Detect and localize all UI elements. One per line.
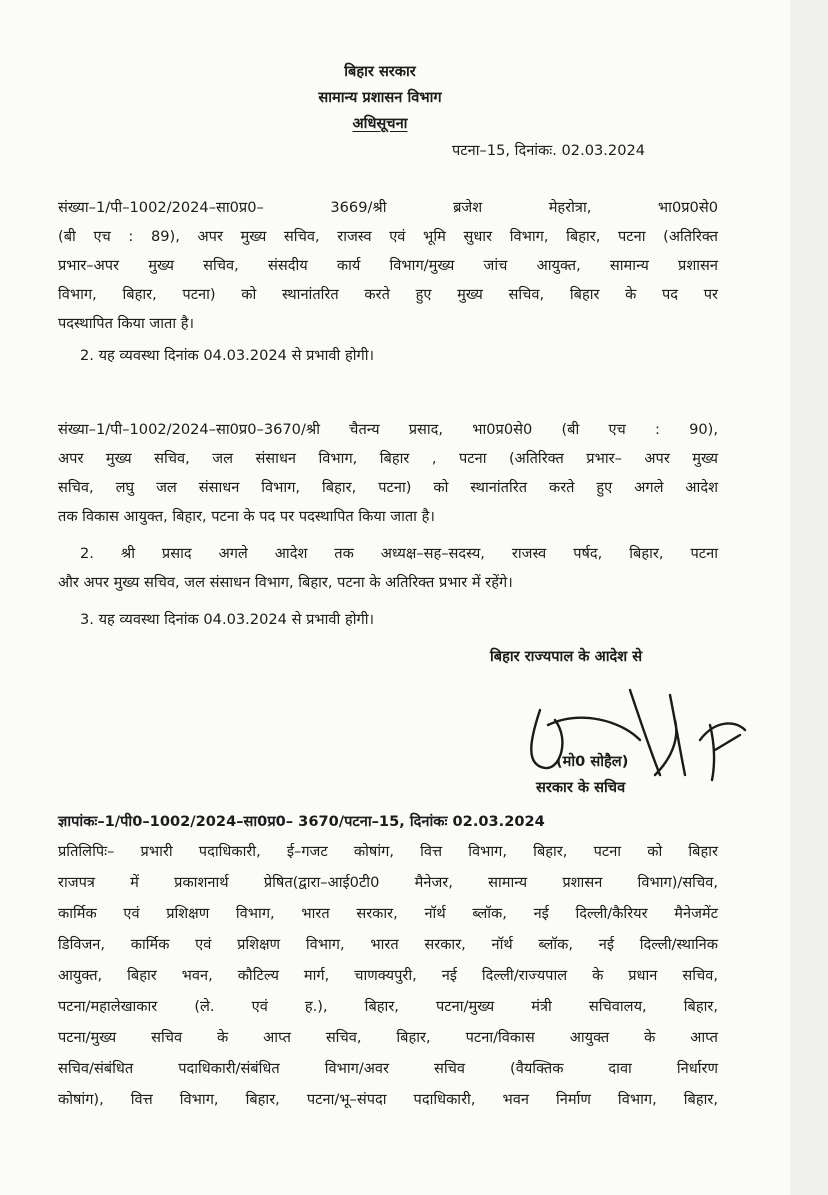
order-1-line: (बी एच : 89), अपर मुख्य सचिव, राजस्व एवं भूमि सुधार विभाग, बिहार, पटना (अतिरिक्त — [58, 228, 718, 245]
order-1-line: विभाग, बिहार, पटना) को स्थानांतरित करते हुए मुख्य सचिव, बिहार के पद पर — [58, 286, 718, 303]
order-1-line: संख्या–1/पी–1002/2024–सा0प्र0– 3669/श्री ब्रजेश मेहरोत्रा, भा0प्र0से0 — [58, 199, 718, 216]
copy-line: आयुक्त, बिहार भवन, कौटिल्य मार्ग, चाणक्यपुरी, नई दिल्ली/राज्यपाल के प्रधान सचिव, — [58, 967, 718, 984]
signatory-name: (मो0 सोहैल) — [556, 753, 629, 770]
order-2-line: अपर मुख्य सचिव, जल संसाधन विभाग, बिहार , पटना (अतिरिक्त प्रभार– अपर मुख्य — [58, 450, 718, 467]
copy-line: डिविजन, कार्मिक एवं प्रशिक्षण विभाग, भारत सरकार, नॉर्थ ब्लॉक, नई दिल्ली/स्थानिक — [58, 936, 718, 953]
order-2-line: संख्या–1/पी–1002/2024–सा0प्र0–3670/श्री चैतन्य प्रसाद, भा0प्र0से0 (बी एच : 90), — [58, 421, 718, 438]
copy-line: पटना/मुख्य सचिव के आप्त सचिव, बिहार, पटना/विकास आयुक्त के आप्त — [58, 1029, 718, 1046]
order-2-line: सचिव, लघु जल संसाधन विभाग, बिहार, पटना) को स्थानांतरित करते हुए अगले आदेश — [58, 479, 718, 496]
copy-line: राजपत्र में प्रकाशनार्थ प्रेषित(द्वारा–आई0टी0 मैनेजर, सामान्य प्रशासन विभाग)/सचिव, — [58, 874, 718, 891]
government-title: बिहार सरकार — [344, 63, 416, 80]
place-date: पटना–15, दिनांकः. 02.03.2024 — [452, 142, 646, 159]
copy-line: कार्मिक एवं प्रशिक्षण विभाग, भारत सरकार, नॉर्थ ब्लॉक, नई दिल्ली/कैरियर मैनेजमेंट — [58, 905, 718, 922]
copy-line: पटना/महालेखाकार (ले. एवं ह.), बिहार, पटना/मुख्य मंत्री सचिवालय, बिहार, — [58, 998, 718, 1015]
copy-line: सचिव/संबंधित पदाधिकारी/संबंधित विभाग/अवर सचिव (वैयक्तिक दावा निर्धारण — [58, 1060, 718, 1077]
order-2-charge-para: और अपर मुख्य सचिव, जल संसाधन विभाग, बिहार, पटना के अतिरिक्त प्रभार में रहेंगे। — [58, 574, 513, 591]
handwritten-signature — [500, 680, 760, 790]
notification-heading: अधिसूचना — [352, 115, 408, 132]
copy-line: प्रतिलिपिः– प्रभारी पदाधिकारी, ई–गजट कोषांग, वित्त विभाग, बिहार, पटना को बिहार — [58, 843, 718, 860]
page-edge — [790, 0, 828, 1195]
order-1-effective-para: 2. यह व्यवस्था दिनांक 04.03.2024 से प्रभावी होगी। — [80, 347, 375, 364]
signatory-designation: सरकार के सचिव — [536, 779, 626, 796]
memo-number: ज्ञापांकः–1/पी0–1002/2024–सा0प्र0– 3670/पटना–15, दिनांकः 02.03.2024 — [58, 813, 545, 830]
governor-order-line: बिहार राज्यपाल के आदेश से — [490, 648, 643, 665]
order-2-line: तक विकास आयुक्त, बिहार, पटना के पद पर पदस्थापित किया जाता है। — [58, 508, 435, 525]
department-title: सामान्य प्रशासन विभाग — [318, 89, 442, 106]
copy-line: कोषांग), वित्त विभाग, बिहार, पटना/भू–संपदा पदाधिकारी, भवन निर्माण विभाग, बिहार, — [58, 1091, 718, 1108]
order-1-line: पदस्थापित किया जाता है। — [58, 315, 195, 332]
order-1-line: प्रभार–अपर मुख्य सचिव, संसदीय कार्य विभाग/मुख्य जांच आयुक्त, सामान्य प्रशासन — [58, 257, 718, 274]
order-2-effective-para: 3. यह व्यवस्था दिनांक 04.03.2024 से प्रभावी होगी। — [80, 611, 375, 628]
order-2-charge-para: 2. श्री प्रसाद अगले आदेश तक अध्यक्ष–सह–सदस्य, राजस्व पर्षद, बिहार, पटना — [80, 545, 718, 562]
